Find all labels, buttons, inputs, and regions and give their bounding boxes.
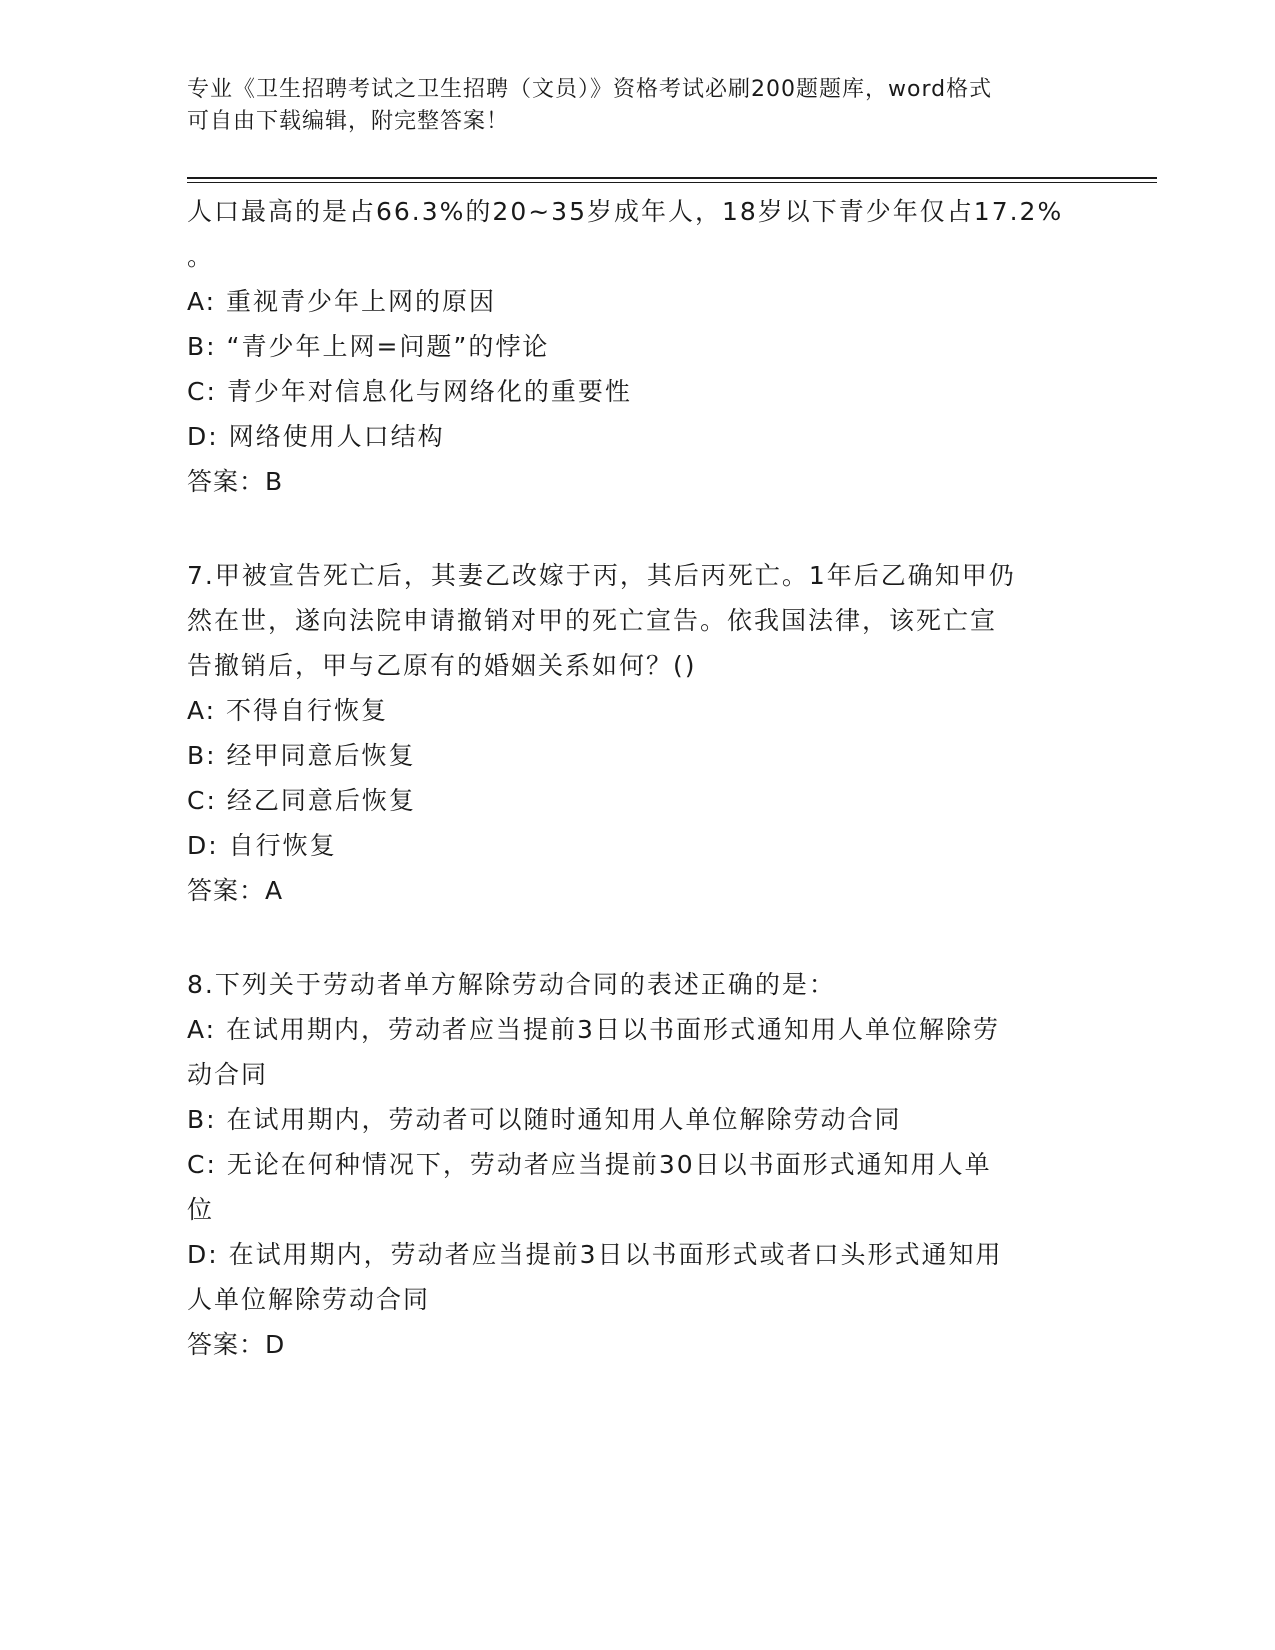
option-b: B: “青少年上网=问题”的悖论 [187,332,550,361]
header-divider-thick [187,177,1157,179]
question-stem-line: 。 [187,242,215,271]
option-b: B: 经甲同意后恢复 [187,741,416,770]
question-6 [187,189,1087,504]
option-d: D: 网络使用人口结构 [187,422,445,451]
question-spacer [187,913,1087,962]
question-stem-line: 然在世，遂向法院申请撤销对甲的死亡宣告。依我国法律，该死亡宣 [187,606,998,635]
question-spacer [187,504,1087,553]
option-c: C: 青少年对信息化与网络化的重要性 [187,377,632,406]
question-stem-line: 人口最高的是占66.3%的20~35岁成年人，18岁以下青少年仅占17.2% [187,197,1064,226]
option-c: C: 无论在何种情况下，劳动者应当提前30日以书面形式通知用人单 [187,1150,992,1179]
option-a: A: 重视青少年上网的原因 [187,287,497,316]
question-stem-line: 8.下列关于劳动者单方解除劳动合同的表述正确的是： [187,970,836,999]
option-a-continued: 动合同 [187,1060,269,1089]
option-d: D: 自行恢复 [187,831,337,860]
option-d: D: 在试用期内，劳动者应当提前3日以书面形式或者口头形式通知用 [187,1240,1003,1269]
question-8 [187,962,1087,1367]
option-c: C: 经乙同意后恢复 [187,786,416,815]
answer-label: 答案：B [187,467,284,496]
option-d-continued: 人单位解除劳动合同 [187,1285,431,1314]
header-title-line-1: 专业《卫生招聘考试之卫生招聘（文员）》资格考试必刷200题题库，word格式 [187,77,993,102]
header-title-line-2: 可自由下载编辑，附完整答案！ [187,109,510,134]
option-a: A: 在试用期内，劳动者应当提前3日以书面形式通知用人单位解除劳 [187,1015,1000,1044]
questions-content [187,189,1087,1367]
option-c-continued: 位 [187,1195,215,1224]
header-divider-thin [187,182,1157,183]
question-7 [187,553,1087,913]
answer-label: 答案：D [187,1330,286,1359]
answer-label: 答案：A [187,876,284,905]
question-stem-line: 告撤销后，甲与乙原有的婚姻关系如何？() [187,651,697,680]
option-a: A: 不得自行恢复 [187,696,389,725]
option-b: B: 在试用期内，劳动者可以随时通知用人单位解除劳动合同 [187,1105,902,1134]
page-header [187,74,1087,138]
question-stem-line: 7.甲被宣告死亡后，其妻乙改嫁于丙，其后丙死亡。1年后乙确知甲仍 [187,561,1016,590]
